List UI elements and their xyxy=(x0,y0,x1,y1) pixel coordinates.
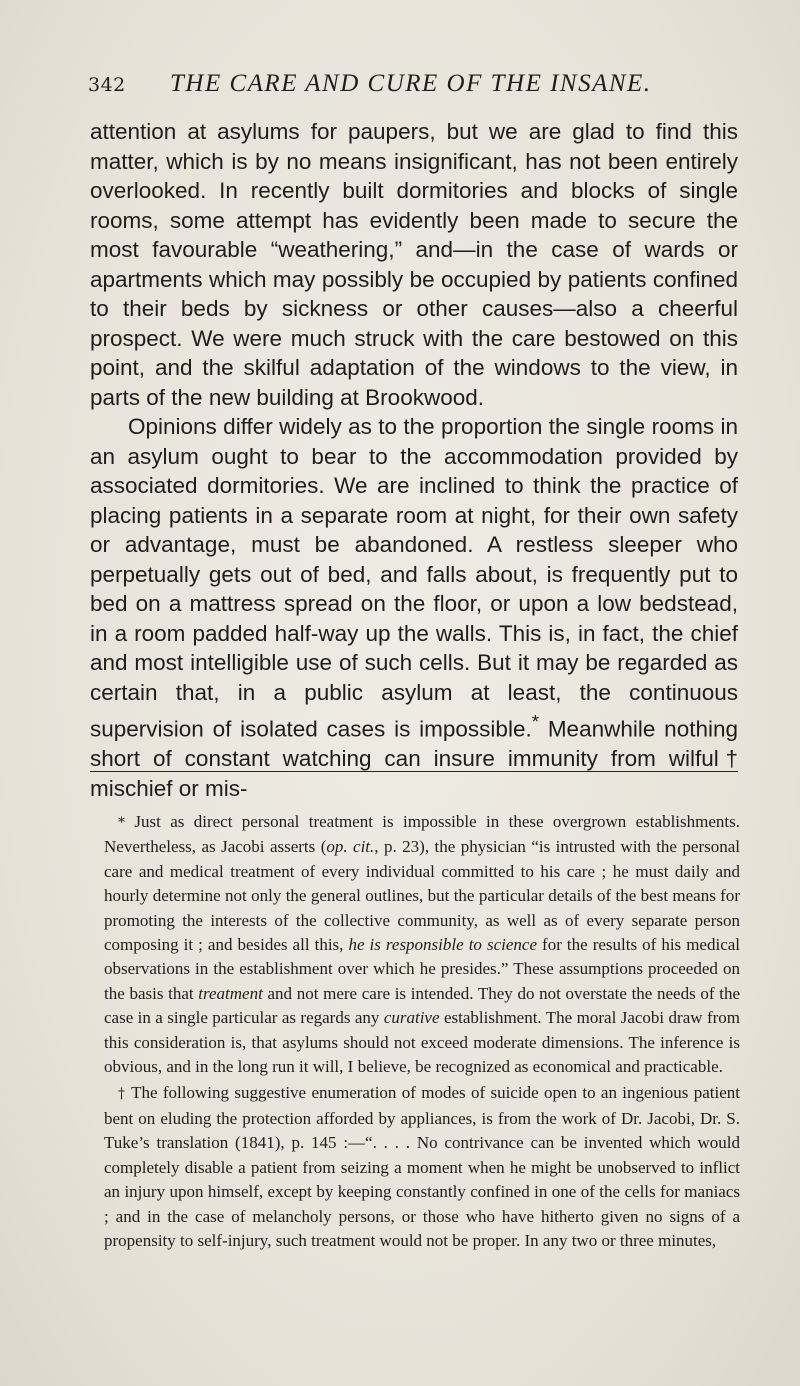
main-text xyxy=(90,117,738,803)
footnote-1-text-b: , p. 23), the physician “is intrusted with the personal care and medical treatment of every individual committed to his care ; he must daily and hourly determine not only the general outlines, but the particular details of the best means for promoting the interests of the collective community, as well as of every separate person composing it ; and besides all this, xyxy=(104,837,740,955)
footnote-1-text-e: establishment. The moral Jacobi draw from this consideration is, that asylums should not exceed moderate dimensions. The inference is obvious, and in the long run it will, I believe, be recognized as economical and practicable. xyxy=(104,1008,740,1077)
footnote-1 xyxy=(104,810,740,1079)
footnote-ref-asterisk: * xyxy=(531,711,540,732)
footnote-1-text-c: for the results of his medical observations in the establishment over which he presides.” These assumptions proceeded on the basis that xyxy=(104,935,741,1003)
footnote-1-emphasis-2: treatment xyxy=(198,983,263,1003)
footnote-2-text: The following suggestive enumeration of modes of suicide open to an ingenious patient bent on eluding the protection afforded by appliances, is from the work of Dr. Jacobi, Dr. S. Tuke’s translation (1841), p. 145 :—“. . . . No contrivance can be invented which would completely disable a patient from seizing a moment when he might be unobserved to inflict an injury upon himself, except by keeping constantly confined in one of the cells for maniacs ; and in the case of melancholy persons, or those who have hitherto given no signs of a propensity to self-injury, such treatment would not be proper. In any two or three minutes, xyxy=(104,1083,740,1250)
running-title: THE CARE AND CURE OF THE INSANE. xyxy=(170,70,652,97)
paragraph-2-text-b: Meanwhile nothing short of constant watching can insure immunity from wilful xyxy=(90,716,738,771)
footnote-ref-dagger: † xyxy=(718,746,739,771)
footnote-1-emphasis-3: curative xyxy=(383,1008,440,1028)
paragraph-2-text-c: mischief or mis- xyxy=(90,775,248,801)
paragraph-1: attention at asylums for paupers, but we are glad to find this matter, which is by no means insignificant, has not been entirely overlooked. In recently built dormitories and blocks of single rooms, some attempt has evidently been made to secure the most favourable “weathering,” and—in the case of wards or apartments which may possibly be occupied by patients confined to their beds by sickness or other causes—also a cheerful prospect. We were much struck with the care bestowed on this point, and the skilful adaptation of the windows to the view, in parts of the new building at Brookwood. xyxy=(90,119,738,410)
footnote-2-marker: † xyxy=(118,1086,127,1103)
footnote-2 xyxy=(104,1081,740,1253)
footnote-1-emphasis-1: he is responsible to science xyxy=(348,935,537,955)
running-head xyxy=(88,70,740,102)
paragraph-2 xyxy=(90,412,738,803)
footnote-1-text-d: and not mere care is intended. They do not overstate the needs of the case in a single particular as regards any xyxy=(104,983,740,1028)
footnote-1-citation: op. cit. xyxy=(326,837,375,857)
footnotes xyxy=(104,810,740,1253)
page-number: 342 xyxy=(88,74,126,96)
paragraph-2-text-a: Opinions differ widely as to the proportion the single rooms in an asylum ought to bear to the accommodation provided by associated dormitories. We are inclined to think the practice of placing patients in a separate room at night, for their own safety or advantage, must be abandoned. A restless sleeper who perpetually gets out of bed, and falls about, is frequently put to bed on a mattress spread on the floor, or upon a low bedstead, in a room padded half-way up the walls. This is, in fact, the chief and most intelligible use of such cells. But it may be regarded as certain that, in a public asylum at least, the continuous supervision of isolated cases is impossible. xyxy=(90,414,738,742)
footnote-1-text-a: Just as direct personal treatment is impossible in these overgrown establishments. Nevertheless, as Jacobi asserts ( xyxy=(104,812,740,857)
footnote-1-marker: * xyxy=(118,815,125,831)
footnote-divider xyxy=(90,771,738,772)
